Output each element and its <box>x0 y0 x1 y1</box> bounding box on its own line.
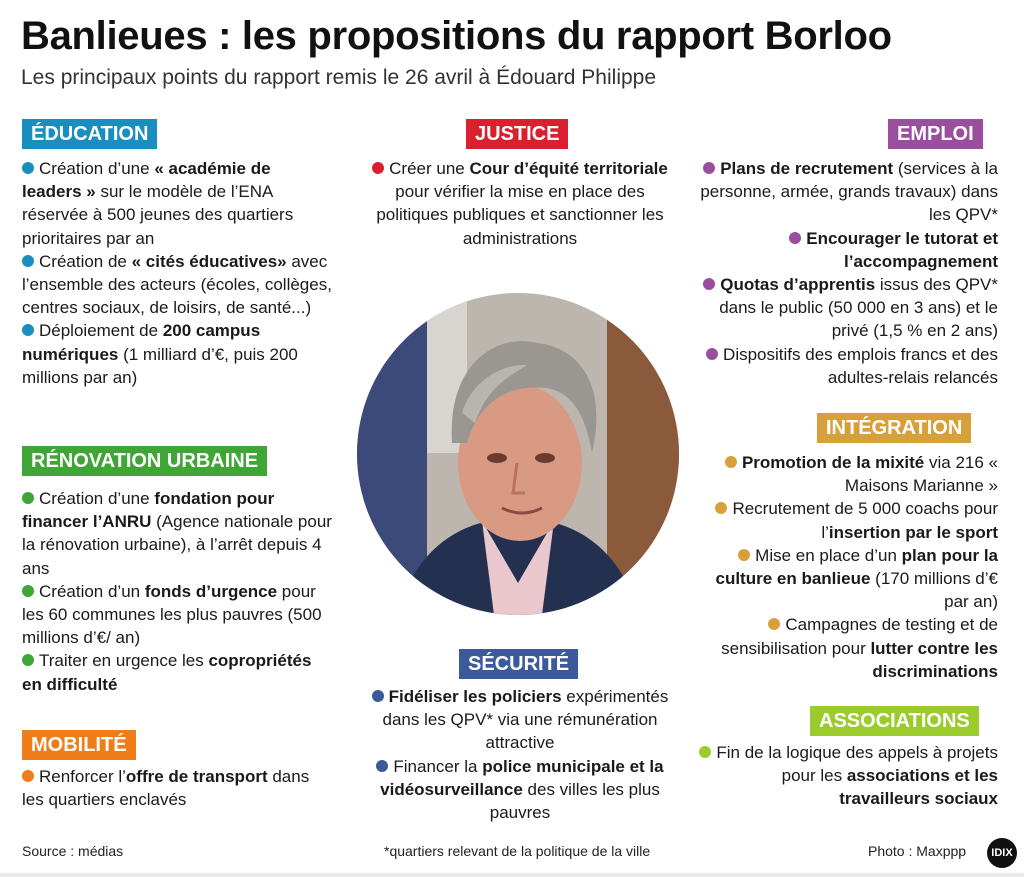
item-text: issus des QPV* dans le public (50 000 en 3 ans) et le privé (1,5 % en 2 ans) <box>719 275 998 341</box>
section-securite <box>360 685 680 824</box>
item-bold: 200 campus numériques <box>22 321 261 364</box>
item-text: Création d’un <box>39 581 145 601</box>
section-integration <box>690 451 998 683</box>
item-text: des villes les plus pauvres <box>489 779 660 823</box>
item-bold: Cour d’équité territoriale <box>469 159 668 178</box>
header-associations <box>810 706 979 736</box>
emploi-item <box>690 343 998 389</box>
associations-item <box>690 741 998 811</box>
bullet-dot-icon <box>789 232 801 244</box>
header-securite <box>459 649 578 679</box>
item-text: pour les 60 communes les plus pauvres (500 millions d’€/ an) <box>22 581 322 648</box>
logo-text: IDIX <box>991 847 1013 859</box>
bullet-dot-icon <box>715 502 727 514</box>
item-bold: associations et les travailleurs sociaux <box>839 766 998 809</box>
header-emploi <box>888 119 983 149</box>
integration-item <box>690 613 998 683</box>
bullet-dot-icon <box>372 162 384 174</box>
section-mobilite <box>22 765 332 811</box>
education-item <box>22 157 332 250</box>
header-renovation-label: RÉNOVATION URBAINE <box>31 450 259 472</box>
page-title: Banlieues : les propositions du rapport Borloo <box>21 14 892 58</box>
item-bold: fondation pour financer l’ANRU <box>22 489 275 532</box>
item-text: Fin de la logique des appels à projets pour les <box>716 743 998 786</box>
item-bold: lutter contre les discriminations <box>870 638 998 681</box>
item-bold: plan pour la culture en banlieue <box>715 545 998 589</box>
education-item <box>22 319 332 389</box>
bullet-dot-icon <box>372 690 384 702</box>
item-text: via 216 « Maisons Marianne » <box>844 453 998 496</box>
education-item <box>22 250 332 320</box>
item-bold: « cités éducatives» <box>131 251 287 271</box>
integration-item <box>690 451 998 497</box>
item-text: (1 milliard d’€, puis 200 millions par an) <box>22 344 298 387</box>
item-text: dans les quartiers enclavés <box>22 767 310 810</box>
item-text: Création d’une <box>39 489 155 508</box>
mobilite-item <box>22 765 332 811</box>
renovation-item <box>22 649 332 695</box>
section-emploi <box>690 157 998 389</box>
bullet-dot-icon <box>22 162 34 174</box>
header-education <box>22 119 157 149</box>
justice-item <box>360 157 680 250</box>
item-text: (services à la personne, armée, grands travaux) dans les QPV* <box>700 159 998 225</box>
item-text: (170 millions d’€ par an) <box>870 569 998 612</box>
bullet-dot-icon <box>22 770 34 782</box>
integration-item <box>690 497 998 543</box>
securite-item <box>360 755 680 825</box>
item-bold: Fidéliser les policiers <box>388 687 562 706</box>
item-text: Créer une <box>389 159 470 178</box>
item-bold: fonds d’urgence <box>144 581 278 601</box>
bullet-dot-icon <box>376 760 388 772</box>
bullet-dot-icon <box>22 324 34 336</box>
source-note: Source : médias <box>22 843 124 859</box>
section-education <box>22 157 332 389</box>
renovation-item <box>22 487 332 580</box>
portrait-photo <box>357 293 679 615</box>
header-emploi-label: EMPLOI <box>897 123 974 145</box>
item-bold: Quotas d’apprentis <box>720 275 876 295</box>
integration-item <box>690 544 998 614</box>
emploi-item <box>690 157 998 227</box>
idix-logo <box>987 838 1017 868</box>
item-text: Dispositifs des emplois francs et des adultes-relais relancés <box>723 344 998 387</box>
bullet-dot-icon <box>725 456 737 468</box>
item-text: pour vérifier la mise en place des politiques publiques et sanctionner les administrations <box>376 182 664 248</box>
item-bold: « académie de leaders » <box>22 159 271 202</box>
footnote: *quartiers relevant de la politique de la ville <box>384 843 651 859</box>
header-renovation <box>22 446 267 476</box>
header-justice-label: JUSTICE <box>475 123 560 145</box>
bullet-dot-icon <box>699 746 711 758</box>
emploi-item <box>690 273 998 343</box>
item-text: (Agence nationale pour la rénovation urbaine), à l’arrêt depuis 4 ans <box>22 512 332 578</box>
item-text: Création de <box>39 251 132 271</box>
header-integration <box>817 413 971 443</box>
item-text: sur le modèle de l’ENA réservée à 500 jeunes des quartiers prioritaires par an <box>22 182 294 248</box>
photo-credit: Photo : Maxppp <box>868 843 967 859</box>
bottom-divider <box>0 873 1024 877</box>
section-associations <box>690 741 998 811</box>
bullet-dot-icon <box>22 492 34 504</box>
bullet-dot-icon <box>738 549 750 561</box>
header-integration-label: INTÉGRATION <box>826 417 963 439</box>
securite-item <box>360 685 680 755</box>
header-justice <box>466 119 568 149</box>
item-text: Traiter en urgence les <box>39 651 209 671</box>
bullet-dot-icon <box>706 348 718 360</box>
bullet-dot-icon <box>703 278 715 290</box>
header-securite-label: SÉCURITÉ <box>468 653 570 675</box>
header-associations-label: ASSOCIATIONS <box>819 710 970 732</box>
item-text: avec l’ensemble des acteurs (écoles, collèges, centres sociaux, de loisirs, de santé...) <box>22 251 332 318</box>
item-bold: police municipale et la vidéosurveillance <box>380 756 664 799</box>
bullet-dot-icon <box>703 162 715 174</box>
item-bold: offre de transport <box>125 767 268 786</box>
item-text: Création d’une <box>39 159 155 178</box>
item-bold: copropriétés en difficulté <box>22 651 312 694</box>
section-justice <box>360 157 680 250</box>
item-text: Déploiement de <box>39 321 163 341</box>
section-renovation <box>22 487 332 696</box>
header-mobilite <box>22 730 136 760</box>
item-text: Recrutement de 5 000 coachs pour l’ <box>732 499 998 542</box>
page-subtitle: Les principaux points du rapport remis le 26 avril à Édouard Philippe <box>21 66 657 89</box>
item-text: Renforcer l’ <box>39 767 126 786</box>
item-bold: Encourager le tutorat et l’accompagnement <box>806 228 998 271</box>
portrait-illustration <box>357 293 679 615</box>
item-bold: Plans de recrutement <box>720 159 894 178</box>
item-text: Campagnes de testing et de sensibilisation pour <box>721 615 998 658</box>
item-bold: insertion par le sport <box>828 522 998 542</box>
renovation-item <box>22 580 332 650</box>
item-bold: Promotion de la mixité <box>741 453 925 472</box>
bullet-dot-icon <box>22 654 34 666</box>
item-text: Mise en place d’un <box>755 545 902 565</box>
item-text: Financer la <box>393 756 483 776</box>
header-mobilite-label: MOBILITÉ <box>31 734 127 756</box>
bullet-dot-icon <box>22 585 34 597</box>
bullet-dot-icon <box>768 618 780 630</box>
bullet-dot-icon <box>22 255 34 267</box>
header-education-label: ÉDUCATION <box>31 123 149 145</box>
item-text: expérimentés dans les QPV* via une rémunération attractive <box>382 687 669 753</box>
emploi-item <box>690 227 998 273</box>
